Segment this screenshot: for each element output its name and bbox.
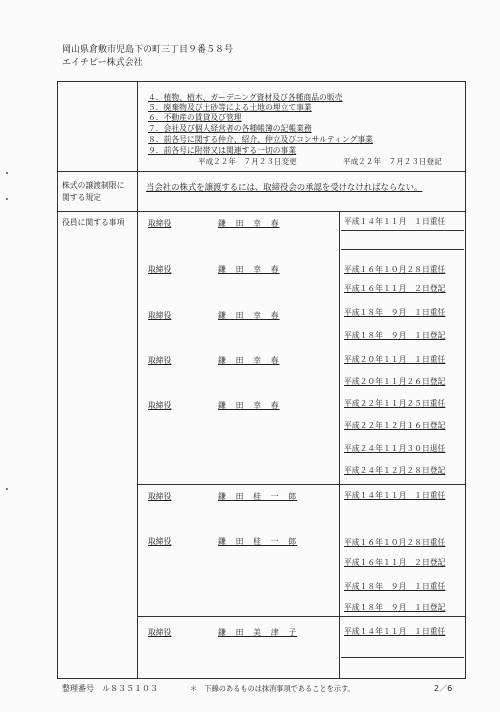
officer-date: 平成１４年１１月 １日重任 bbox=[344, 217, 446, 226]
officer-date: 平成１４年１１月 １日重任 bbox=[344, 491, 446, 500]
officer-date: 平成１６年１０月２８日重任 bbox=[344, 265, 446, 274]
date-underline bbox=[341, 230, 464, 231]
officer-name: 鎌 田 幸 春 bbox=[218, 311, 280, 320]
officer-name: 鎌 田 幸 春 bbox=[218, 401, 280, 410]
officer-date: 平成２０年１１月 １日重任 bbox=[344, 355, 446, 364]
officer-role: 取締役 bbox=[148, 265, 172, 274]
officer-role: 取締役 bbox=[148, 401, 172, 410]
margin-dot bbox=[6, 172, 8, 174]
page-number: 2／6 bbox=[434, 684, 453, 693]
officer-role: 取締役 bbox=[148, 628, 172, 637]
footer-note: ＊ 下線のあるものは抹消事項であることを示す。 bbox=[190, 684, 355, 693]
officer-role: 取締役 bbox=[148, 356, 172, 365]
officer-name: 鎌 田 桂 一 郎 bbox=[218, 492, 298, 501]
row-divider bbox=[57, 171, 466, 172]
purpose-item: ７．会社及び個人経営者の各種帳簿の記帳業務 bbox=[148, 124, 312, 133]
officer-name: 鎌 田 幸 春 bbox=[218, 219, 280, 228]
officer-date: 平成２４年１１月３０日退任 bbox=[344, 444, 446, 453]
date-column-divider bbox=[339, 211, 340, 679]
purpose-item: ５．廃棄物及び土砂等による土地の埋立て事業 bbox=[148, 103, 312, 112]
purpose-item: ４．植物、植木、ガーデニング資材及び各種商品の販売 bbox=[148, 93, 343, 102]
officer-date: 平成１８年 ９月 １日登記 bbox=[344, 603, 446, 612]
purpose-item: ６．不動産の賃貸及び管理 bbox=[148, 113, 242, 122]
officer-name: 鎌 田 幸 春 bbox=[218, 265, 280, 274]
officer-role: 取締役 bbox=[148, 492, 172, 501]
share-transfer-text: 当会社の株式を譲渡するには、取締役会の承認を受けなければならない。 bbox=[146, 182, 423, 192]
purpose-register-date: 平成２２年 ７月２３日登記 bbox=[343, 157, 442, 166]
purpose-change-date: 平成２２年 ７月２３日変更 bbox=[198, 157, 297, 166]
purpose-item: ９．前各号に附帯又は関連する一切の事業 bbox=[148, 146, 297, 155]
officer-role: 取締役 bbox=[148, 311, 172, 320]
serial-number: 整理番号 ル８３５１０３ bbox=[62, 684, 158, 693]
officer-date: 平成１８年 ９月 １日重任 bbox=[344, 308, 446, 317]
officer-role: 取締役 bbox=[148, 219, 172, 228]
officers-label: 役員に関する事項 bbox=[62, 218, 125, 227]
company-address: 岡山県倉敷市児島下の町三丁目９番５８号 bbox=[62, 45, 234, 55]
purpose-item: ８．前各号に関する仲介、紹介、仲立及びコンサルティング事業 bbox=[148, 135, 373, 144]
row-divider bbox=[57, 211, 466, 212]
officer-divider bbox=[137, 484, 466, 485]
officer-date: 平成１８年 ９月 １日登記 bbox=[344, 331, 446, 340]
officer-date: 平成１８年 ９月 １日重任 bbox=[344, 582, 446, 591]
officer-name: 鎌 田 幸 春 bbox=[218, 356, 280, 365]
margin-dot bbox=[6, 198, 8, 200]
officer-role: 取締役 bbox=[148, 537, 172, 546]
date-underline bbox=[341, 657, 464, 658]
officer-date: 平成２０年１１月２６日登記 bbox=[344, 377, 446, 386]
officer-name: 鎌 田 桂 一 郎 bbox=[218, 537, 298, 546]
margin-dot bbox=[6, 488, 8, 490]
officer-date: 平成１６年１１月 ２日登記 bbox=[344, 284, 446, 293]
share-transfer-label: 関する規定 bbox=[62, 193, 101, 202]
officer-name: 鎌 田 美 津 子 bbox=[218, 628, 298, 637]
officer-date: 平成１４年１１月 １日重任 bbox=[344, 627, 446, 636]
officer-date: 平成２４年１２月２８日登記 bbox=[344, 466, 446, 475]
officer-date: 平成１６年１１月 ２日登記 bbox=[344, 558, 446, 567]
officer-date: 平成２２年１１月２５日重任 bbox=[344, 399, 446, 408]
share-transfer-label: 株式の譲渡制限に bbox=[62, 181, 125, 190]
date-underline bbox=[341, 249, 464, 250]
officer-date: 平成１６年１０月２８日重任 bbox=[344, 538, 446, 547]
company-name: エイチピー株式会社 bbox=[62, 58, 143, 68]
officer-date: 平成２２年１２月１６日登記 bbox=[344, 421, 446, 430]
officer-divider bbox=[137, 616, 466, 617]
